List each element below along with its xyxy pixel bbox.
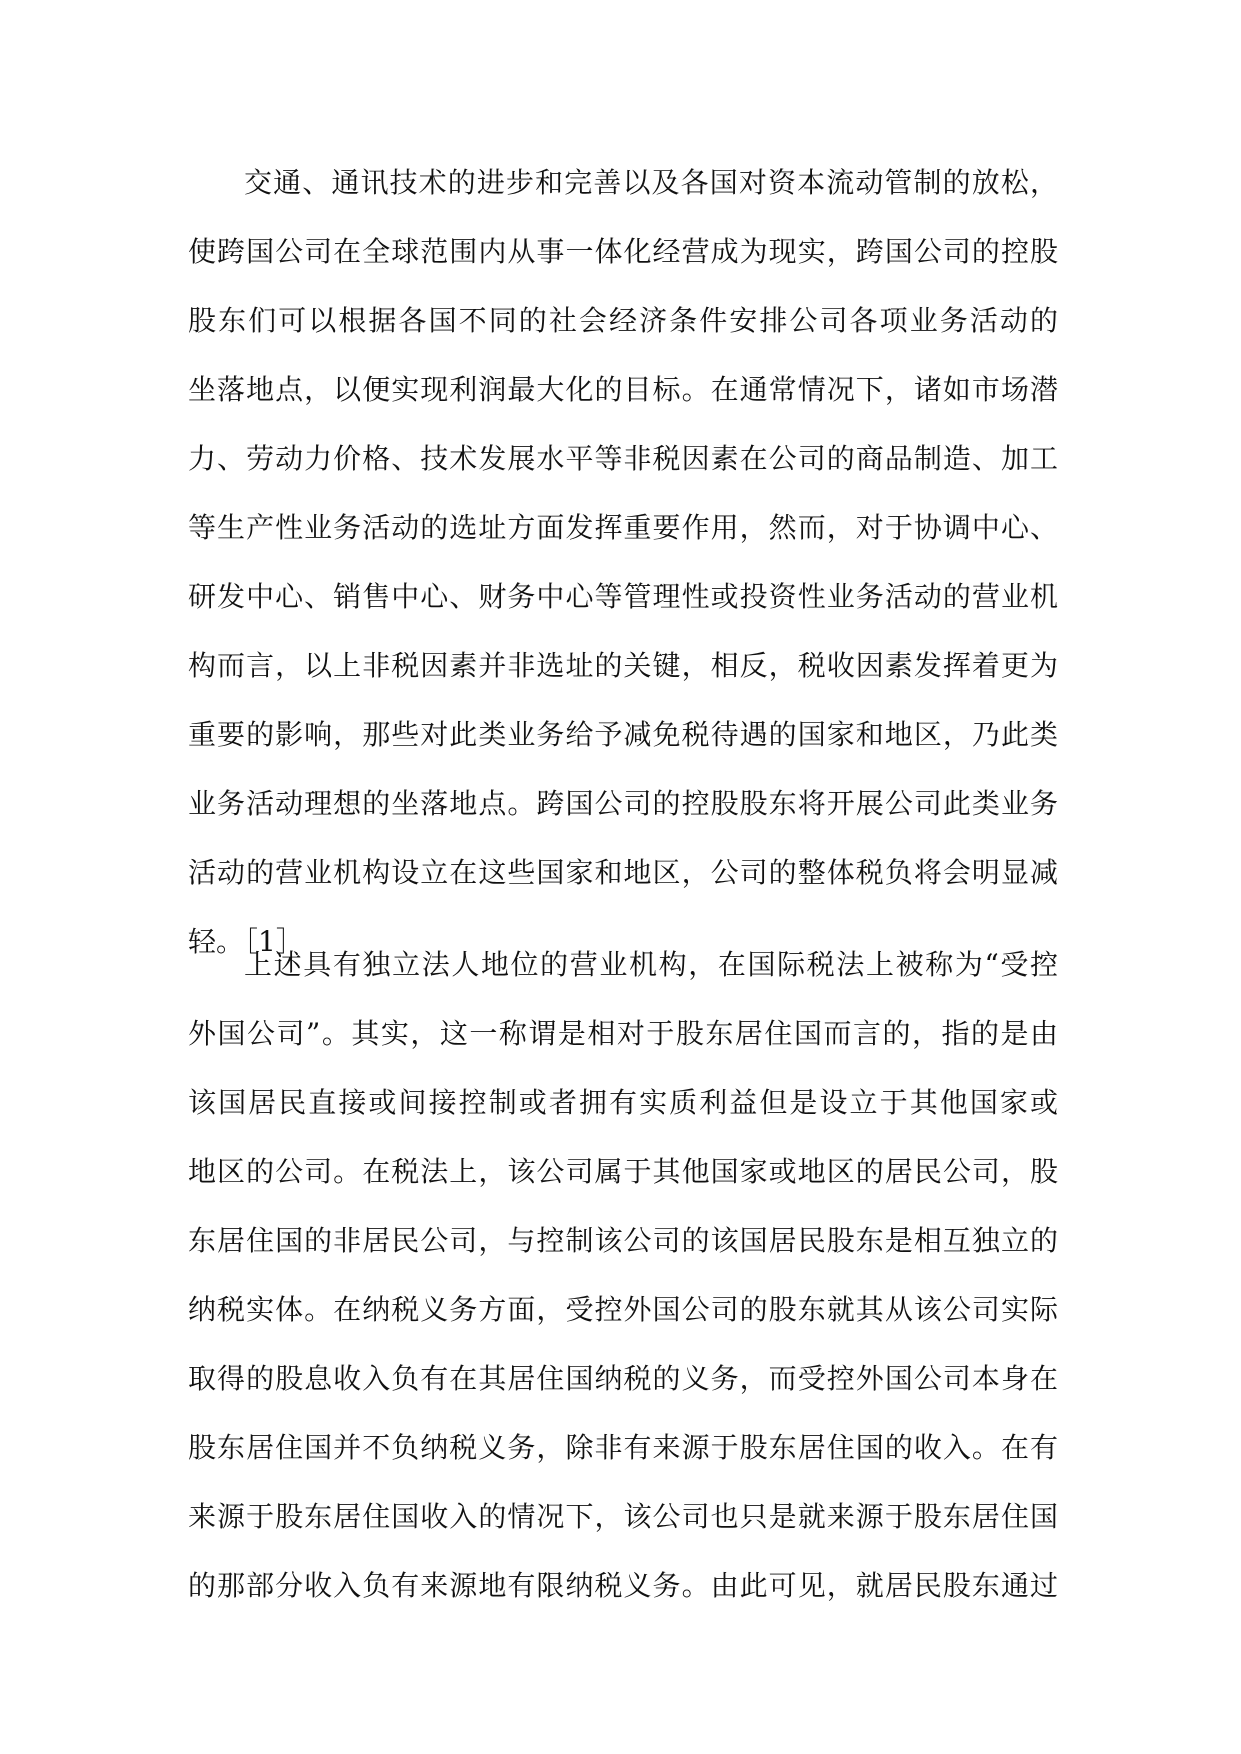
paragraph-line: 使跨国公司在全球范围内从事一体化经营成为现实，跨国公司的控股 xyxy=(188,235,1058,268)
paragraph-line: 上述具有独立法人地位的营业机构，在国际税法上被称为“受控 xyxy=(244,948,1058,981)
paragraph-line: 构而言，以上非税因素并非选址的关键，相反，税收因素发挥着更为 xyxy=(188,649,1058,682)
paragraph-line: 股东居住国并不负纳税义务，除非有来源于股东居住国的收入。在有 xyxy=(188,1431,1058,1464)
paragraph-line: 活动的营业机构设立在这些国家和地区，公司的整体税负将会明显减 xyxy=(188,856,1058,889)
paragraph-1 xyxy=(188,148,1058,976)
paragraph-line: 来源于股东居住国收入的情况下，该公司也只是就来源于股东居住国 xyxy=(188,1500,1058,1533)
paragraph-2 xyxy=(188,930,1058,1620)
paragraph-line: 交通、通讯技术的进步和完善以及各国对资本流动管制的放松， xyxy=(244,166,1058,199)
paragraph-line: 重要的影响，那些对此类业务给予减免税待遇的国家和地区，乃此类 xyxy=(188,718,1058,751)
paragraph-line: 东居住国的非居民公司，与控制该公司的该国居民股东是相互独立的 xyxy=(188,1224,1058,1257)
paragraph-line: 研发中心、销售中心、财务中心等管理性或投资性业务活动的营业机 xyxy=(188,580,1058,613)
paragraph-line: 力、劳动力价格、技术发展水平等非税因素在公司的商品制造、加工 xyxy=(188,442,1058,475)
paragraph-line: 坐落地点，以便实现利润最大化的目标。在通常情况下，诸如市场潜 xyxy=(188,373,1058,406)
paragraph-line: 等生产性业务活动的选址方面发挥重要作用，然而，对于协调中心、 xyxy=(188,511,1058,544)
paragraph-line: 股东们可以根据各国不同的社会经济条件安排公司各项业务活动的 xyxy=(188,304,1058,337)
paragraph-line: 的那部分收入负有来源地有限纳税义务。由此可见，就居民股东通过 xyxy=(188,1569,1058,1602)
paragraph-line: 取得的股息收入负有在其居住国纳税的义务，而受控外国公司本身在 xyxy=(188,1362,1058,1395)
paragraph-line: 外国公司”。其实，这一称谓是相对于股东居住国而言的，指的是由 xyxy=(188,1017,1058,1050)
paragraph-line: 轻。［1］ xyxy=(188,925,304,958)
paragraph-line: 该国居民直接或间接控制或者拥有实质利益但是设立于其他国家或 xyxy=(188,1086,1058,1119)
paragraph-line: 业务活动理想的坐落地点。跨国公司的控股股东将开展公司此类业务 xyxy=(188,787,1058,820)
paragraph-line: 地区的公司。在税法上，该公司属于其他国家或地区的居民公司，股 xyxy=(188,1155,1058,1188)
paragraph-line: 纳税实体。在纳税义务方面，受控外国公司的股东就其从该公司实际 xyxy=(188,1293,1058,1326)
